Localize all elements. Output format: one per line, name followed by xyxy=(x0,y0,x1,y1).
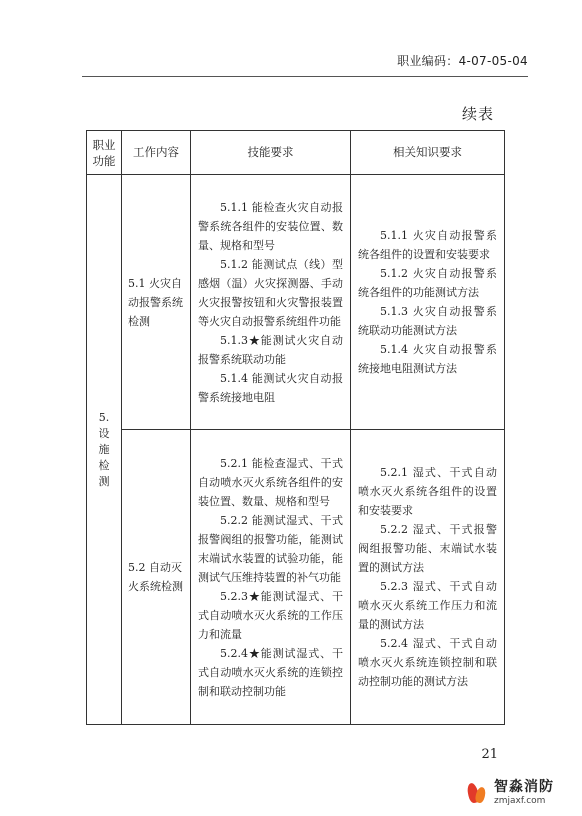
function-char: 测 xyxy=(98,474,110,488)
table-row xyxy=(87,430,505,725)
skill-item: 5.1.2 能测试点（线）型感烟（温）火灾探测器、手动火灾报警按钮和火灾警报装置等火灾自动报警系统组件功能 xyxy=(198,257,343,328)
knowledge-cell xyxy=(351,175,505,430)
page-number: 21 xyxy=(481,747,498,762)
skill-cell xyxy=(191,430,351,725)
knowledge-item: 5.1.4 火灾自动报警系统接地电阻测试方法 xyxy=(358,343,497,375)
header-skill: 技能要求 xyxy=(191,131,351,175)
header-rule xyxy=(82,76,528,77)
header-function-line1: 职业 xyxy=(92,137,116,152)
skill-item: 5.2.1 能检查湿式、干式自动喷水灭火系统各组件的安装位置、数量、规格和型号 xyxy=(198,456,343,508)
continued-label: 续表 xyxy=(461,105,494,123)
header-function xyxy=(87,131,122,175)
occupation-code: 职业编码：4-07-05-04 xyxy=(397,54,528,68)
skill-item: 5.1.4 能测试火灾自动报警系统接地电阻 xyxy=(198,371,343,404)
knowledge-item: 5.1.2 火灾自动报警系统各组件的功能测试方法 xyxy=(358,267,497,299)
knowledge-item: 5.2.2 湿式、干式报警阀组报警功能、末端试水装置的测试方法 xyxy=(358,523,497,574)
skill-item: 5.1.1 能检查火灾自动报警系统各组件的安装位置、数量、规格和型号 xyxy=(198,200,343,252)
skill-item: 5.2.2 能测试湿式、干式报警阀组的报警功能，能测试末端试水装置的试验功能，能测试气压维持装置的补气功能 xyxy=(198,513,343,584)
table-header-row xyxy=(87,131,505,175)
header-work: 工作内容 xyxy=(122,131,191,175)
skill-item: 5.2.4★能测试湿式、干式自动喷水灭火系统的连锁控制和联动控制功能 xyxy=(198,646,343,698)
knowledge-item: 5.2.1 湿式、干式自动喷水灭火系统各组件的设置和安装要求 xyxy=(358,466,497,517)
knowledge-item: 5.2.4 湿式、干式自动喷水灭火系统连锁控制和联动控制功能的测试方法 xyxy=(358,637,497,688)
function-cell xyxy=(87,175,122,725)
knowledge-item: 5.1.1 火灾自动报警系统各组件的设置和安装要求 xyxy=(358,229,497,261)
function-char: 设 xyxy=(98,426,110,440)
function-number: 5. xyxy=(98,410,110,424)
header-knowledge: 相关知识要求 xyxy=(351,131,505,175)
brand-url: zmjaxf.com xyxy=(494,796,546,806)
function-char: 检 xyxy=(98,458,110,472)
table-row xyxy=(87,175,505,430)
knowledge-cell xyxy=(351,430,505,725)
knowledge-item: 5.2.3 湿式、干式自动喷水灭火系统工作压力和流量的测试方法 xyxy=(358,580,497,631)
header-function-line2: 功能 xyxy=(92,153,116,168)
skill-item: 5.1.3★能测试火灾自动报警系统联动功能 xyxy=(198,333,343,366)
brand-name: 智淼消防 xyxy=(494,779,554,795)
work-content-cell: 5.2 自动灭火系统检测 xyxy=(122,430,191,725)
knowledge-item: 5.1.3 火灾自动报警系统联动功能测试方法 xyxy=(358,305,497,337)
flame-icon xyxy=(464,781,490,805)
function-char: 施 xyxy=(98,442,110,456)
work-content-cell: 5.1 火灾自动报警系统检测 xyxy=(122,175,191,430)
skill-item: 5.2.3★能测试湿式、干式自动喷水灭火系统的工作压力和流量 xyxy=(198,589,343,641)
brand-logo[interactable] xyxy=(464,780,554,806)
skill-cell xyxy=(191,175,351,430)
skills-table xyxy=(86,130,505,725)
